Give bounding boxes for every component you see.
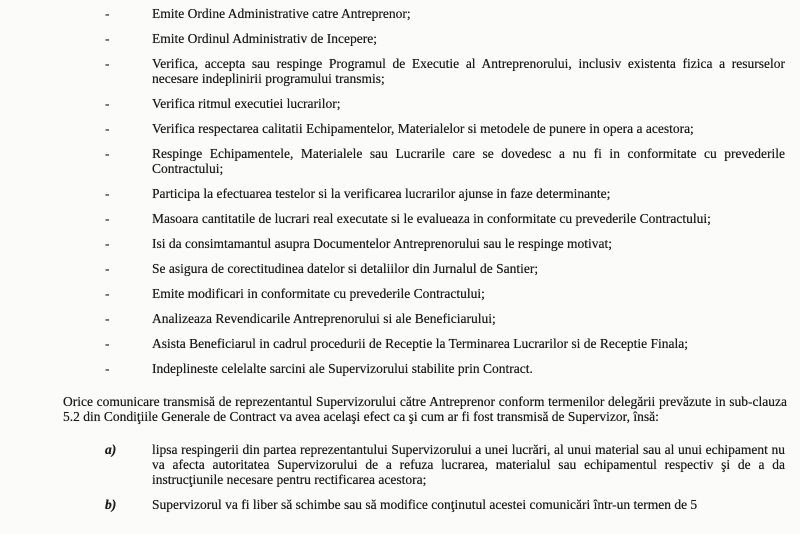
bullet-text: Analizeaza Revendicarile Antreprenorului si ale Beneficiarului;: [152, 311, 496, 326]
bullet-text: Isi da consimtamantul asupra Documentelor Antreprenorului sau le respinge motivat;: [152, 236, 613, 251]
bullet-dash: -: [105, 261, 110, 276]
lettered-marker-b: b): [105, 497, 117, 512]
bullet-item: [105, 236, 785, 251]
bullet-dash: -: [105, 121, 110, 136]
bullet-item: [105, 186, 785, 201]
bullet-item: [105, 361, 785, 376]
lettered-item-b: [105, 497, 785, 512]
bullet-dash: -: [105, 56, 110, 71]
bullet-dash: -: [105, 286, 110, 301]
bullet-dash: -: [105, 211, 110, 226]
bullet-text: Emite Ordine Administrative catre Antreprenor;: [152, 6, 411, 21]
bullet-item: [105, 146, 785, 176]
bullet-item: [105, 6, 785, 21]
bullet-text: Verifica respectarea calitatii Echipamentelor, Materialelor si metodele de punere in opera a acestora;: [152, 121, 694, 136]
bullet-dash: -: [105, 311, 110, 326]
bullet-dash: -: [105, 146, 110, 161]
bullet-item: [105, 211, 785, 226]
bullet-dash: -: [105, 361, 110, 376]
body-paragraph: Orice comunicare transmisă de reprezentantul Supervizorului către Antreprenor conform termenilor delegării prevăzute in sub-clauza 5.2 din Condiţiile Generale de Contract va avea acelaşi efect ca şi cum ar fi fost transmisă de Supervizor, însă:: [63, 394, 787, 424]
bullet-item: [105, 336, 785, 351]
bullet-item: [105, 56, 785, 86]
lettered-text-a: lipsa respingerii din partea reprezentantului Supervizorului a unei lucrări, al unui material sau al unui echipament nu va afecta autoritatea Supervizorului de a refuza lucrarea, materialul sau echipamentul respectiv şi de a da instrucţiunile necesare pentru rectificarea acestora;: [152, 442, 785, 487]
bullet-text: Participa la efectuarea testelor si la verificarea lucrarilor ajunse in faze determinante;: [152, 186, 611, 201]
bullet-text: Se asigura de corectitudinea datelor si detaliilor din Jurnalul de Santier;: [152, 261, 539, 276]
bullet-dash: -: [105, 236, 110, 251]
lettered-marker-a: a): [105, 442, 117, 457]
bullet-item: [105, 286, 785, 301]
bullet-text: Respinge Echipamentele, Materialele sau Lucrarile care se dovedesc a nu fi in conformitate cu prevederile Contractului;: [152, 146, 785, 176]
bullet-item: [105, 261, 785, 276]
bullet-item: [105, 311, 785, 326]
lettered-item-a: [105, 442, 785, 487]
bullet-text: Masoara cantitatile de lucrari real executate si le evalueaza in conformitate cu prevederile Contractului;: [152, 211, 711, 226]
bullet-dash: -: [105, 31, 110, 46]
bullet-text: Emite Ordinul Administrativ de Incepere;: [152, 31, 377, 46]
bullet-dash: -: [105, 336, 110, 351]
bullet-text: Emite modificari in conformitate cu prevederile Contractului;: [152, 286, 485, 301]
bullet-dash: -: [105, 96, 110, 111]
bullet-item: [105, 31, 785, 46]
bullet-text: Verifica, accepta sau respinge Programul de Executie al Antreprenorului, inclusiv existenta fizica a resurselor necesare indeplinirii programului transmis;: [152, 56, 785, 86]
bullet-text: Indeplineste celelalte sarcini ale Supervizorului stabilite prin Contract.: [152, 361, 533, 376]
lettered-text-b: Supervizorul va fi liber să schimbe sau să modifice conţinutul acestei comunicări într-un termen de 5: [152, 497, 698, 512]
bullet-item: [105, 96, 785, 111]
bullet-dash: -: [105, 186, 110, 201]
bullet-text: Verifica ritmul executiei lucrarilor;: [152, 96, 341, 111]
bullet-text: Asista Beneficiarul in cadrul procedurii de Receptie la Terminarea Lucrarilor si de Receptie Finala;: [152, 336, 688, 351]
bullet-dash: -: [105, 6, 110, 21]
bullet-item: [105, 121, 785, 136]
